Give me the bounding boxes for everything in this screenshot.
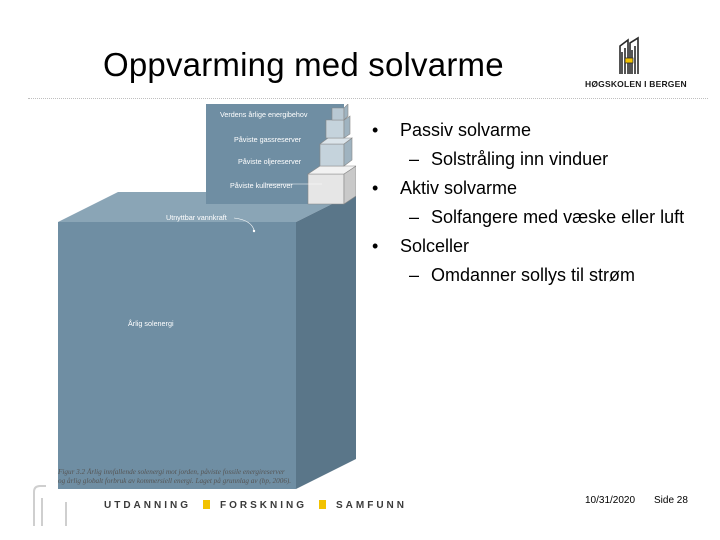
title-divider — [28, 98, 708, 99]
sub-bullet-item: – Solstråling inn vinduer — [409, 149, 609, 169]
yellow-square-icon — [203, 500, 210, 509]
label-solar: Årlig solenergi — [128, 319, 174, 328]
slogan-word: UTDANNING — [104, 500, 191, 511]
cube-front — [58, 222, 296, 489]
corner-bracket-icon — [26, 482, 76, 527]
sub-bullet-item: – Omdanner sollys til strøm — [409, 265, 636, 285]
slide-title: Oppvarming med solvarme — [103, 46, 504, 83]
label-coal: Påviste kullreserver — [230, 181, 293, 190]
caption-line-2: og årlig globalt forbruk av kommersiell energi. Laget på grunnlag av (bp, 2006). — [58, 477, 292, 485]
slogan-word: FORSKNING — [220, 500, 307, 511]
footer-page-number: Side 28 — [654, 495, 688, 506]
footer-date: 10/31/2020 — [585, 495, 636, 506]
sub-bullet-text: Omdanner sollys til strøm — [431, 265, 636, 285]
sub-bullet-text: Solstråling inn vinduer — [431, 149, 609, 169]
bullet-item: • Passiv solvarme — [372, 120, 532, 140]
cube-side — [296, 192, 356, 489]
bullet-item: • Solceller — [372, 236, 470, 256]
label-hydro: Utnyttbar vannkraft — [166, 213, 227, 222]
bullet-text: Passiv solvarme — [400, 120, 532, 140]
caption-line-1: Figur 3.2 Årlig innfallende solenergi mot jorden, påviste fossile energireserver — [58, 468, 285, 476]
footer-slogan — [104, 500, 407, 511]
bullet-list — [370, 119, 710, 293]
yellow-square-icon — [319, 500, 326, 509]
sub-bullet-text: Solfangere med væske eller luft — [431, 207, 685, 227]
label-gas: Påviste gassreserver — [234, 135, 302, 144]
logo-text: HØGSKOLEN I BERGEN — [585, 79, 687, 89]
figure-caption — [58, 468, 358, 486]
bullet-item: • Aktiv solvarme — [372, 178, 518, 198]
energy-figure — [56, 104, 356, 494]
bullet-text: Solceller — [400, 236, 470, 256]
sub-bullet-item: – Solfangere med væske eller luft — [409, 207, 685, 227]
slogan-word: SAMFUNN — [336, 500, 407, 511]
label-oil: Påviste oljereserver — [238, 157, 302, 166]
label-world-energy: Verdens årlige energibehov — [220, 110, 308, 119]
bullet-text: Aktiv solvarme — [400, 178, 518, 198]
